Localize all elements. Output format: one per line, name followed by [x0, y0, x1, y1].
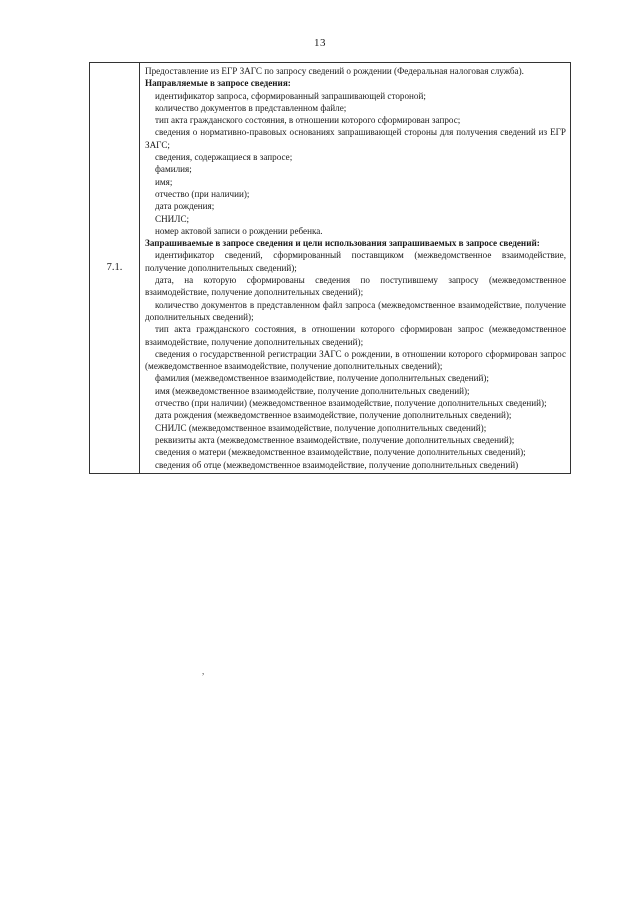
- list-item: дата рождения (межведомственное взаимодействие, получение дополнительных сведений);: [155, 410, 512, 421]
- section-heading: Направляемые в запросе сведения:: [145, 78, 291, 89]
- list-item: дата, на которую сформированы сведения по поступившему запросу (межведомственное взаимодействие, получение дополнительных сведений);: [145, 275, 566, 298]
- list-item: сведения, содержащиеся в запросе;: [155, 152, 293, 163]
- list-item: отчество (при наличии) (межведомственное взаимодействие, получение дополнительных сведений);: [155, 398, 547, 409]
- list-item: имя (межведомственное взаимодействие, получение дополнительных сведений);: [155, 385, 470, 396]
- list-item: реквизиты акта (межведомственное взаимодействие, получение дополнительных сведений);: [155, 434, 515, 445]
- list-item: сведения о государственной регистрации ЗАГС о рождении, в отношении которого сформирован запрос (межведомственное взаимодействие, получение дополнительных сведений);: [145, 348, 566, 372]
- list-item: сведения о нормативно-правовых основаниях запрашивающей стороны для получения сведений из ЕГР ЗАГС;: [145, 127, 566, 150]
- section-heading: Запрашиваемые в запросе сведения и цели использования запрашиваемых в запросе сведений:: [145, 238, 540, 249]
- list-item: СНИЛС (межведомственное взаимодействие, получение дополнительных сведений);: [155, 422, 487, 433]
- list-item: сведения о матери (межведомственное взаимодействие, получение дополнительных сведений);: [155, 447, 526, 458]
- list-item: тип акта гражданского состояния, в отношении которого сформирован запрос (межведомственное взаимодействие, получение дополнительных сведений);: [145, 324, 566, 347]
- list-item: фамилия (межведомственное взаимодействие, получение дополнительных сведений);: [155, 373, 489, 384]
- row-content-cell: [140, 63, 571, 474]
- list-item: идентификатор запроса, сформированный запрашивающей стороной;: [155, 90, 426, 101]
- list-item: СНИЛС;: [155, 213, 190, 224]
- list-item: отчество (при наличии);: [155, 188, 250, 199]
- list-item: номер актовой записи о рождении ребенка.: [155, 225, 323, 236]
- list-item: сведения об отце (межведомственное взаимодействие, получение дополнительных сведений): [155, 459, 519, 470]
- list-item: имя;: [155, 176, 173, 187]
- page-number: 13: [314, 37, 326, 49]
- table-row: [90, 63, 571, 474]
- document-table: [89, 62, 571, 474]
- list-item: фамилия;: [155, 164, 192, 175]
- scan-mark: ,: [202, 666, 205, 676]
- list-item: Предоставление из ЕГР ЗАГС по запросу сведений о рождении (Федеральная налоговая служба).: [145, 66, 524, 76]
- row-number-cell: 7.1.: [90, 63, 140, 474]
- list-item: дата рождения;: [155, 201, 215, 212]
- list-item: тип акта гражданского состояния, в отношении которого сформирован запрос;: [155, 115, 461, 126]
- list-item: идентификатор сведений, сформированный поставщиком (межведомственное взаимодействие, получение дополнительных сведений);: [145, 250, 566, 273]
- list-item: количество документов в представленном файле;: [155, 102, 347, 113]
- list-item: количество документов в представленном файл запроса (межведомственное взаимодействие, получение дополнительных сведений);: [145, 299, 566, 322]
